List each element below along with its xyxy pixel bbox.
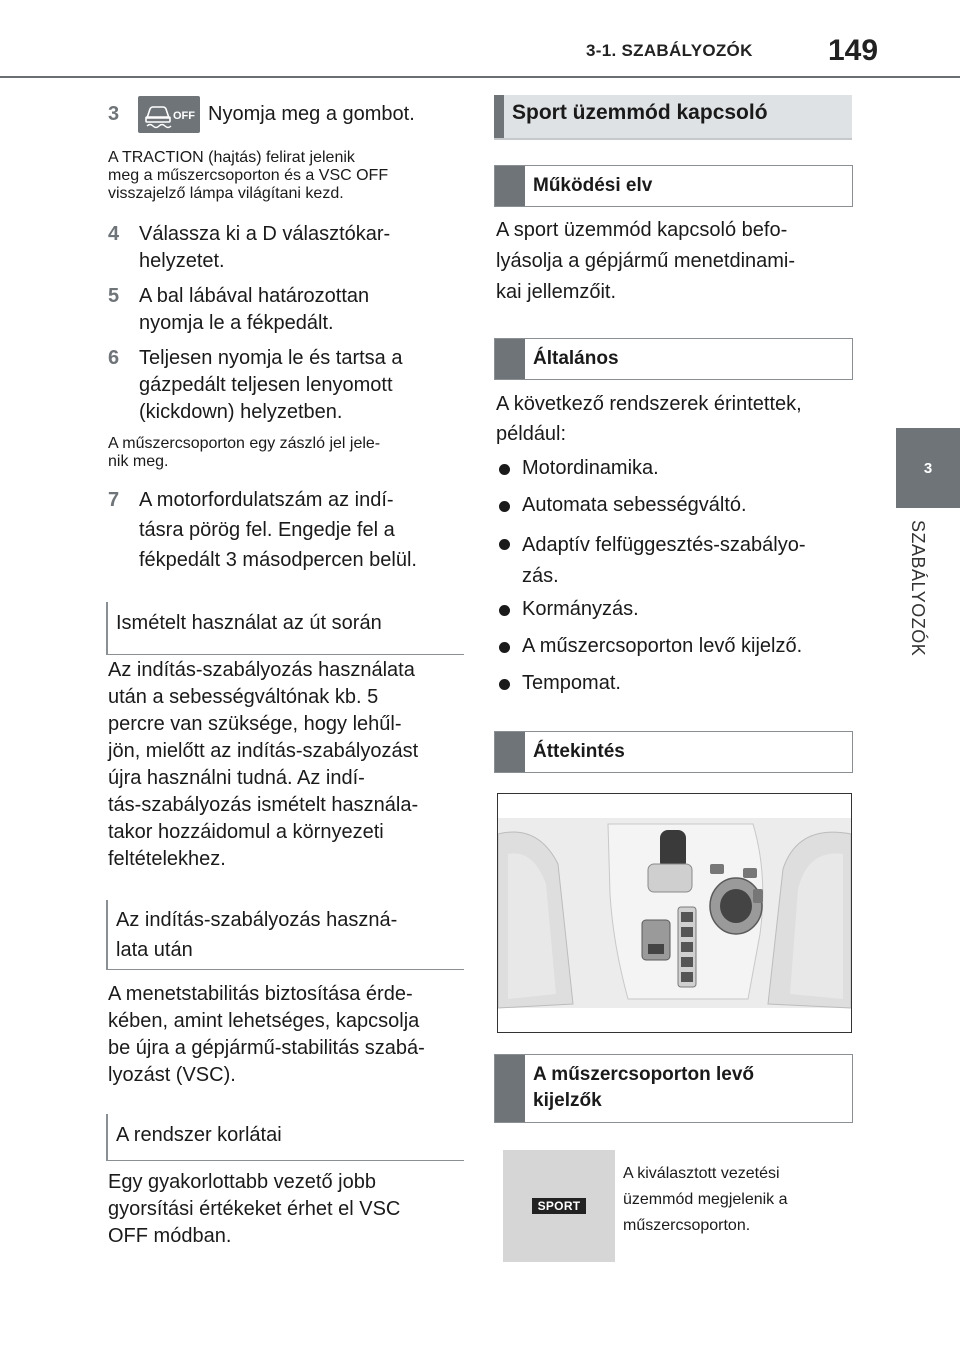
subheading-after-use [106, 900, 464, 970]
text-line: A következő rendszerek érintettek, [496, 393, 802, 415]
subheading-repeated-use [106, 602, 464, 655]
step-text: Nyomja meg a gombot. [208, 103, 415, 125]
subheading-text: Működési elv [533, 175, 653, 196]
sport-display-thumbnail [503, 1150, 615, 1262]
traction-off-button-icon [138, 96, 200, 133]
text-line: például: [496, 423, 567, 445]
subheading-cluster-displays [494, 1054, 853, 1123]
text-line: jön, mielőtt az indítás-szabályozást [108, 740, 419, 762]
step-7 [108, 485, 468, 575]
sport-badge: SPORT [532, 1198, 586, 1214]
section-title: 3-1. SZABÁLYOZÓK [586, 41, 753, 60]
text-line: A sport üzemmód kapcsoló befo- [496, 219, 788, 241]
paragraph-repeated-use [108, 657, 468, 873]
paragraph-principle [496, 215, 856, 308]
note-traction [108, 149, 468, 203]
list-item: A műszercsoporton levő kijelző. [496, 633, 862, 660]
subheading-line: A műszercsoporton levő [533, 1064, 755, 1085]
heading-bar [495, 339, 525, 379]
text-line: be újra a gépjármű-stabilitás szabá- [108, 1037, 425, 1059]
subheading-line: kijelzők [533, 1090, 602, 1111]
subheading-overview [494, 731, 853, 773]
bullet-icon [499, 464, 510, 475]
text-line: Egy gyakorlottabb vezető jobb [108, 1171, 376, 1193]
note-line: A műszercsoporton egy zászló jel jele- [108, 435, 381, 452]
step-number: 4 [108, 223, 120, 245]
caption-line: A kiválasztott vezetési [623, 1165, 780, 1182]
text-line: után a sebességváltónak kb. 5 [108, 686, 379, 708]
text-line: feltételekhez. [108, 848, 226, 870]
step-line: nyomja le a fékpedált. [139, 312, 334, 334]
list-item: Adaptív felfüggesztés-szabályo- zás. [496, 530, 862, 592]
note-line: A TRACTION (hajtás) felirat jelenik [108, 149, 355, 166]
list-item: Automata sebességváltó. [496, 492, 862, 519]
step-line: tásra pörög fel. Engedje fel a [139, 519, 395, 541]
text-line: tás-szabályozás ismételt használa- [108, 794, 419, 816]
subheading-limitations [106, 1114, 464, 1161]
list-item: Motordinamika. [496, 455, 862, 482]
bullet-icon [499, 605, 510, 616]
page-number: 149 [828, 34, 879, 67]
text-line: Az indítás-szabályozás használata [108, 659, 415, 681]
step-4 [108, 221, 468, 275]
step-line: Teljesen nyomja le és tartsa a [139, 347, 403, 369]
subheading-text: Általános [533, 348, 619, 369]
text-line: lyásolja a gépjármű menetdinami- [496, 250, 796, 272]
paragraph-general [496, 389, 856, 449]
note-line: meg a műszercsoporton és a VSC OFF [108, 167, 389, 184]
main-heading-text: Sport üzemmód kapcsoló [512, 101, 768, 124]
heading-bar [495, 1055, 525, 1122]
header-divider [0, 76, 960, 78]
text-line: kai jellemzőit. [496, 281, 617, 303]
paragraph-after-use [108, 981, 468, 1089]
bullet-icon [499, 501, 510, 512]
bullet-icon [499, 539, 510, 550]
chapter-label: SZABÁLYOZÓK [908, 520, 928, 657]
note-flag [108, 435, 468, 471]
center-console-photo [497, 793, 852, 1033]
note-line: nik meg. [108, 453, 169, 470]
subheading-text [533, 1062, 754, 1114]
text-line: lyozást (VSC). [108, 1064, 236, 1086]
text-line: kében, amint lehetséges, kapcsolja [108, 1010, 420, 1032]
text-line: percre van szüksége, hogy lehűl- [108, 713, 402, 735]
subheading-text: Áttekintés [533, 741, 625, 762]
subheading-principle [494, 165, 853, 207]
chapter-tab [896, 428, 960, 508]
note-line: visszajelző lámpa világítani kezd. [108, 185, 344, 202]
step-number: 6 [108, 347, 120, 369]
bullet-icon [499, 679, 510, 690]
step-line: fékpedált 3 másodpercen belül. [139, 549, 417, 571]
step-number: 3 [108, 103, 120, 125]
heading-bar [495, 166, 525, 206]
step-5 [108, 283, 468, 337]
subheading-general [494, 338, 853, 380]
subheading-line: Az indítás-szabályozás haszná- [116, 909, 398, 931]
list-item: Kormányzás. [496, 596, 862, 623]
step-line: Válassza ki a D választókar- [139, 223, 391, 245]
text-line: OFF módban. [108, 1225, 232, 1247]
caption-line: műszercsoporton. [623, 1217, 751, 1234]
bullet-icon [499, 642, 510, 653]
chapter-number: 3 [923, 459, 933, 477]
heading-bar [494, 95, 504, 138]
step-line: A motorfordulatszám az indí- [139, 489, 394, 511]
step-6 [108, 345, 468, 426]
list-item: Tempomat. [496, 670, 862, 697]
subheading-text: Ismételt használat az út során [116, 612, 382, 634]
step-line: helyzetet. [139, 250, 225, 272]
text-line: gyorsítási értékeket érhet el VSC [108, 1198, 401, 1220]
heading-bar [495, 732, 525, 772]
text-line: takor hozzáidomul a környezeti [108, 821, 384, 843]
step-line: gázpedált teljesen lenyomott [139, 374, 393, 396]
subheading-text: A rendszer korlátai [116, 1124, 282, 1146]
vsc-off-icon [138, 96, 200, 133]
caption-line: üzemmód megjelenik a [623, 1191, 788, 1208]
console-illustration [498, 794, 851, 1032]
step-number: 7 [108, 489, 120, 511]
step-line: (kickdown) helyzetben. [139, 401, 343, 423]
sport-display-caption [623, 1161, 853, 1239]
text-line: A menetstabilitás biztosítása érde- [108, 983, 413, 1005]
text-line: újra használni tudná. Az indí- [108, 767, 365, 789]
paragraph-limitations [108, 1169, 468, 1250]
main-heading-sport-mode [494, 95, 852, 140]
step-line: A bal lábával határozottan [139, 285, 370, 307]
icon-off-text: OFF [173, 110, 195, 122]
subheading-line: lata után [116, 939, 193, 961]
step-number: 5 [108, 285, 120, 307]
